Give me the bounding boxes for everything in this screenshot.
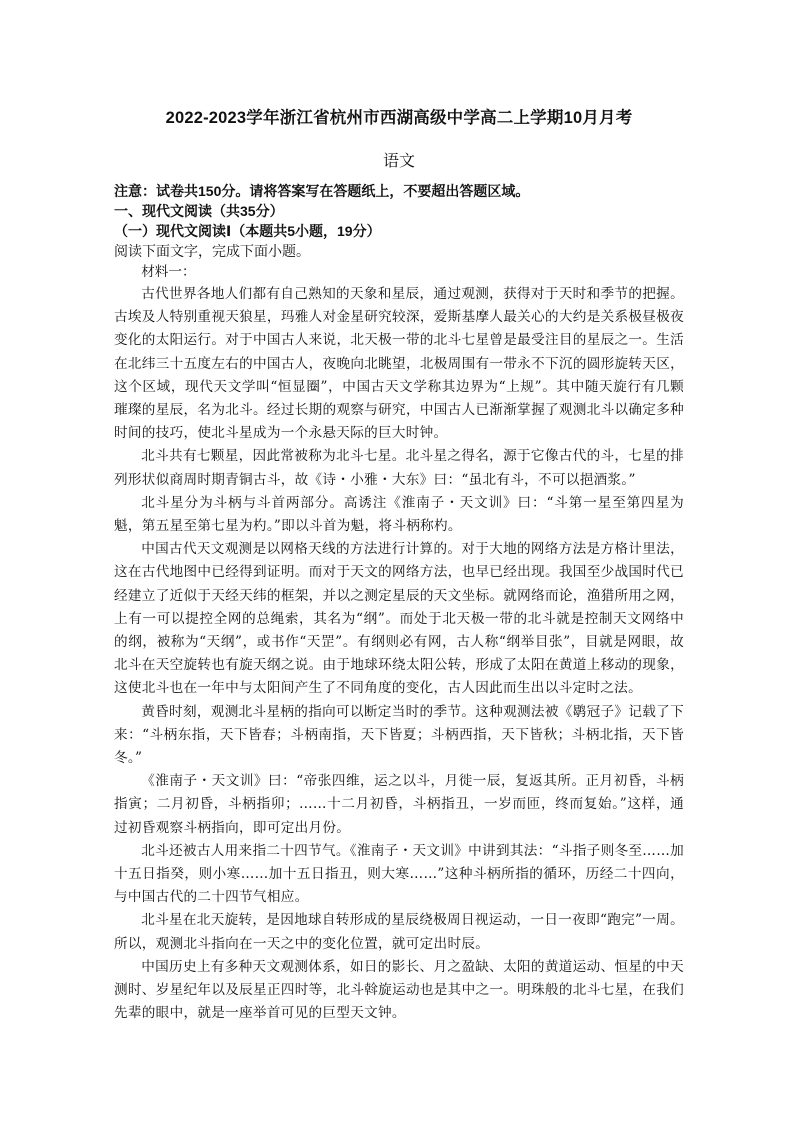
paragraph: 北斗星在北天旋转，是因地球自转形成的星辰绕极周日视运动，一日一夜即“跑完”一周。所以，观测北斗指向在一天之中的变化位置，就可定出时辰。 — [114, 912, 684, 952]
exam-title: 2022-2023学年浙江省杭州市西湖高级中学高二上学期10月月考 — [165, 109, 633, 127]
paragraph: 古代世界各地人们都有自己熟知的天象和星辰，通过观测，获得对于天时和季节的把握。古埃及人特别重视天狼星，玛雅人对金星研究较深，爱斯基摩人最关心的大约是关系极昼极夜变化的太阳运行。对于中国古人来说，北天极一带的北斗七星曾是最受注目的星辰之一。生活在北纬三十五度左右的中国古人，夜晚向北眺望，北极周围有一带永不下沉的圆形旋转天区，这个区域，现代天文学叫“恒显圈”，中国古天文学称其边界为“上规”。其中随天旋行有几颗璀璨的星辰，名为北斗。经过长期的观察与研究，中国古人已渐渐掌握了观测北斗以确定多种时间的技巧，使北斗星成为一个永悬天际的巨大时钟。 — [114, 286, 684, 442]
paragraph: 《淮南子・天文训》曰：“帝张四维，运之以斗，月徙一辰，复返其所。正月初昏，斗柄指寅；二月初昏，斗柄指卯；……十二月初昏，斗柄指丑，一岁而匝，终而复始。”这样，通过初昏观察斗柄指向，即可定出月份。 — [114, 773, 684, 836]
exam-notice: 注意：试卷共150分。请将答案写在答题纸上，不要超出答题区域。 — [114, 183, 530, 199]
paragraph: 中国历史上有多种天文观测体系，如日的影长、月之盈缺、太阳的黄道运动、恒星的中天测时、岁星纪年以及辰星正四时等，北斗斡旋运动也是其中之一。明珠般的北斗七星，在我们先辈的眼中，就是一座举首可见的巨型天文钟。 — [114, 958, 684, 1022]
paragraph: 北斗还被古人用来指二十四节气。《淮南子・天文训》中讲到其法：“斗指子则冬至……加十五日指癸，则小寒……加十五日指丑，则大寒……”这种斗柄所指的循环，历经二十四向，与中国古代的二十四节气相应。 — [114, 842, 684, 906]
subsection-heading: （一）现代文阅读Ⅰ（本题共5小题，19分） — [114, 223, 381, 239]
subject-title: 语文 — [382, 153, 415, 170]
paragraph: 北斗星分为斗柄与斗首两部分。高诱注《淮南子・天文训》曰：“斗第一星至第四星为魁，第五星至第七星为杓。”即以斗首为魁，将斗柄称杓。 — [114, 494, 684, 535]
reading-prompt: 阅读下面文字，完成下面小题。 — [114, 243, 310, 259]
paragraph: 中国古代天文观测是以网格天线的方法进行计算的。对于大地的网络方法是方格计里法，这在古代地图中已经得到证明。而对于天文的网络方法，也早已经出现。我国至少战国时代已经建立了近似于天经天纬的框架，并以之测定星辰的天文坐标。就网络而论，渔猎所用之网，上有一可以提控全网的总绳索，其名为“纲”。而处于北天极一带的北斗就是控制天文网络中的纲，被称为“天纲”，或书作“天罡”。有纲则必有网，古人称“纲举目张”，目就是网眼，故北斗在天空旋转也有旋天纲之说。由于地球环绕太阳公转，形成了太阳在黄道上移动的现象，这使北斗也在一年中与太阳间产生了不同角度的变化，古人因此而生出以斗定时之法。 — [114, 541, 684, 697]
material-label: 材料一： — [141, 264, 196, 280]
section-heading: 一、现代文阅读（共35分） — [114, 203, 284, 219]
paragraph: 北斗共有七颗星，因此常被称为北斗七星。北斗星之得名，源于它像古代的斗，七星的排列形状似商周时期青铜古斗，故《诗・小雅・大东》曰：“虽北有斗，不可以挹酒浆。” — [114, 448, 684, 488]
paragraph: 黄昏时刻，观测北斗星柄的指向可以断定当时的季节。这种观测法被《鹖冠子》记载了下来：“斗柄东指，天下皆春；斗柄南指，天下皆夏；斗柄西指，天下皆秋；斗柄北指，天下皆冬。” — [114, 703, 684, 767]
